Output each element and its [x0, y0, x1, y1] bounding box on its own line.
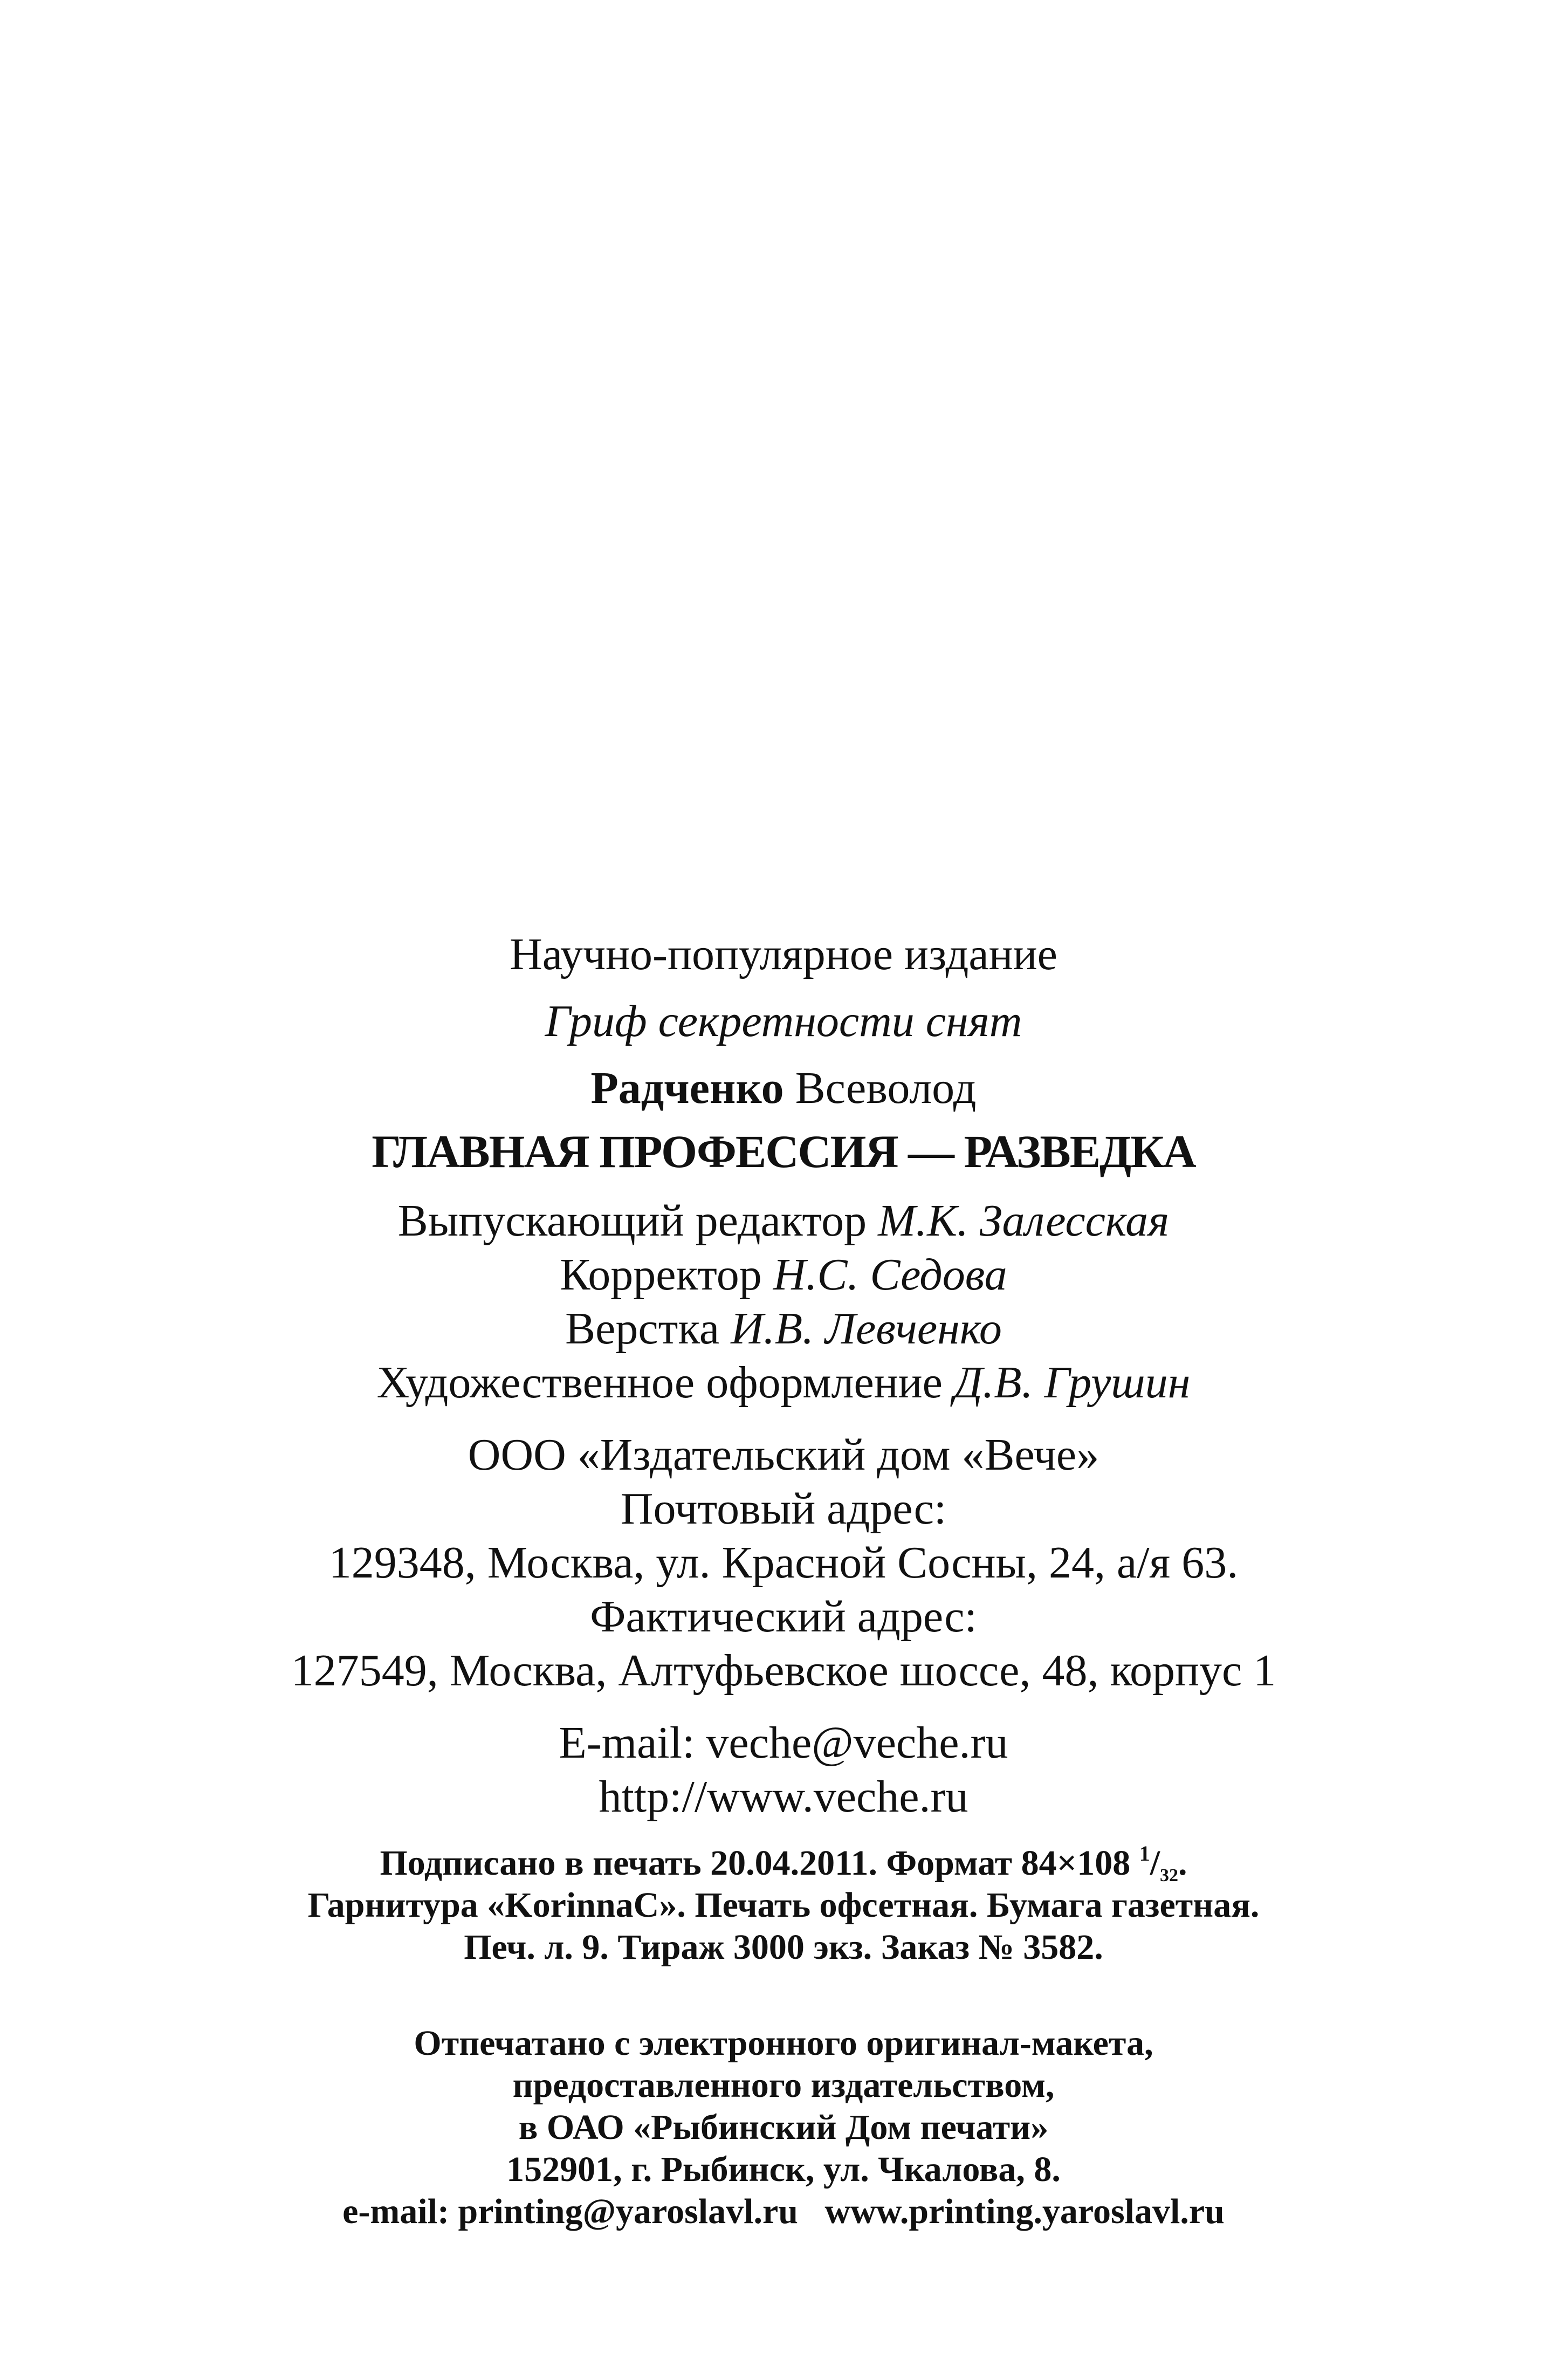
- printer-line-1: Отпечатано с электронного оригинал-макета,: [414, 2024, 1153, 2063]
- print-signed-text: Подписано в печать 20.04.2011. Формат 84×108: [380, 1843, 1139, 1883]
- format-slash: /: [1150, 1843, 1160, 1883]
- printer-email: e-mail: printing@yaroslavl.ru: [342, 2192, 798, 2231]
- credit-editor: [0, 1194, 1567, 1248]
- actual-label: Фактический адрес:: [590, 1592, 977, 1642]
- credit-design: [0, 1356, 1567, 1410]
- credit-layout: [0, 1302, 1567, 1356]
- printer-line-2: предоставленного издательством,: [512, 2066, 1055, 2105]
- author-line: [0, 1061, 1567, 1115]
- credit-person: Д.В. Грушин: [953, 1357, 1191, 1408]
- format-numerator: 1: [1139, 1841, 1150, 1865]
- credit-role: Верстка: [565, 1304, 720, 1354]
- credit-role: Художественное оформление: [376, 1357, 943, 1408]
- credit-corrector: [0, 1248, 1567, 1302]
- publisher-name: ООО «Издательский дом «Вече»: [468, 1430, 1099, 1480]
- contacts-block: [0, 1716, 1567, 1824]
- printer-line-3: в ОАО «Рыбинский Дом печати»: [518, 2108, 1049, 2147]
- series-name: [0, 994, 1567, 1048]
- print-signed: [0, 1842, 1567, 1884]
- print-typeface: Гарнитура «KorinnaC». Печать офсетная. Бумага газетная.: [307, 1885, 1260, 1925]
- format-end: .: [1178, 1843, 1187, 1883]
- credit-role: Корректор: [560, 1250, 762, 1300]
- publisher-email: E-mail: veche@veche.ru: [559, 1718, 1008, 1768]
- credits-block: [0, 1194, 1567, 1410]
- author-surname: Радченко: [590, 1063, 784, 1113]
- format-denominator: 32: [1160, 1865, 1179, 1885]
- credit-person: И.В. Левченко: [731, 1304, 1002, 1354]
- colophon: [0, 928, 1567, 2233]
- publisher-website: http://www.veche.ru: [599, 1772, 968, 1822]
- postal-address: 129348, Москва, ул. Красной Сосны, 24, а/я 63.: [328, 1538, 1239, 1588]
- printer-line-4: 152901, г. Рыбинск, ул. Чкалова, 8.: [506, 2150, 1061, 2189]
- credit-person: М.К. Залесская: [878, 1196, 1170, 1246]
- edition-type: Научно-популярное издание: [510, 929, 1057, 979]
- printer-contacts: [0, 2191, 1567, 2233]
- author-name: Всеволод: [795, 1063, 977, 1113]
- print-info-block: [0, 1842, 1567, 1969]
- series-text: Гриф секретности снят: [545, 996, 1022, 1046]
- credit-person: Н.С. Седова: [773, 1250, 1007, 1300]
- printer-website: www.printing.yaroslavl.ru: [824, 2192, 1225, 2231]
- book-title: ГЛАВНАЯ ПРОФЕССИЯ — РАЗВЕДКА: [372, 1126, 1195, 1177]
- actual-address: 127549, Москва, Алтуфьевское шоссе, 48, корпус 1: [291, 1645, 1276, 1696]
- printer-block: [0, 2022, 1567, 2233]
- postal-label: Почтовый адрес:: [620, 1484, 947, 1534]
- credit-role: Выпускающий редактор: [397, 1196, 867, 1246]
- print-run: Печ. л. 9. Тираж 3000 экз. Заказ № 3582.: [464, 1928, 1103, 1967]
- publisher-block: [0, 1428, 1567, 1698]
